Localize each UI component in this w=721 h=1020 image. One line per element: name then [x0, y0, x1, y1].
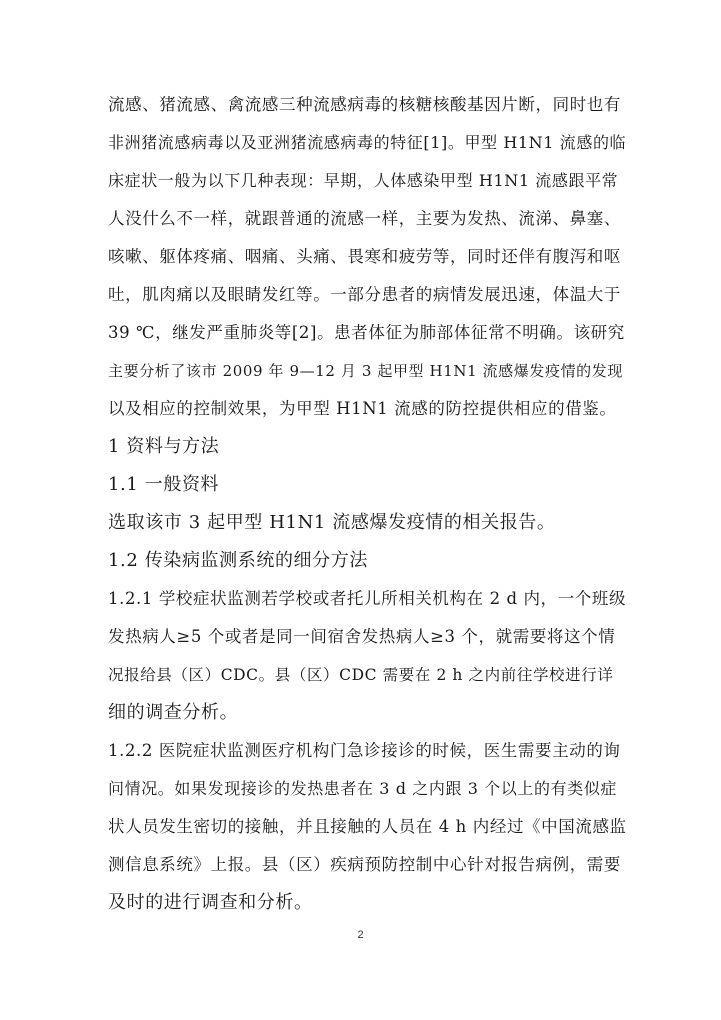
text-line: 细的调查分析。	[108, 702, 239, 723]
text-line: 以及相应的控制效果，为甲型 H1N1 流感的防控提供相应的借鉴。	[108, 399, 617, 418]
subsection-heading: 1.1 一般资料	[108, 474, 220, 495]
text-line: 39 ℃，继发严重肺炎等[2]。患者体征为肺部体征常不明确。该研究	[108, 323, 625, 342]
text-line: 状人员发生密切的接触，并且接触的人员在 4 h 内经过《中国流感监	[108, 817, 627, 836]
text-line: 选取该市 3 起甲型 H1N1 流感爆发疫情的相关报告。	[108, 512, 556, 533]
text-line: 问情况。如果发现接诊的发热患者在 3 d 之内跟 3 个以上的有类似症	[108, 779, 618, 798]
text-line: 人没什么不一样，就跟普通的流感一样，主要为发热、流涕、鼻塞、	[108, 209, 621, 228]
text-line: 发热病人≥5 个或者是同一间宿舍发热病人≥3 个，就需要将这个情	[108, 627, 616, 646]
subsection-heading: 1.2 传染病监测系统的细分方法	[108, 550, 368, 571]
text-line: 主要分析了该市 2009 年 9—12 月 3 起甲型 H1N1 流感爆发疫情的发现	[108, 362, 623, 380]
page-number: 2	[357, 929, 364, 941]
section-heading: 1 资料与方法	[108, 436, 220, 457]
text-line: 床症状一般为以下几种表现：早期，人体感染甲型 H1N1 流感跟平常	[108, 171, 619, 190]
text-line: 1.2.1 学校症状监测若学校或者托儿所相关机构在 2 d 内，一个班级	[108, 589, 627, 608]
text-line: 况报给县（区）CDC。县（区）CDC 需要在 2 h 之内前往学校进行详	[108, 666, 614, 684]
text-line: 咳嗽、躯体疼痛、咽痛、头痛、畏寒和疲劳等，同时还伴有腹泻和呕	[108, 247, 621, 266]
text-line: 吐，肌肉痛以及眼睛发红等。一部分患者的病情发展迅速，体温大于	[108, 285, 621, 304]
text-line: 1.2.2 医院症状监测医疗机构门急诊接诊的时候，医生需要主动的询	[108, 741, 621, 760]
text-line: 流感、猪流感、禽流感三种流感病毒的核糖核酸基因片断，同时也有	[108, 95, 621, 114]
text-line: 测信息系统》上报。县（区）疾病预防控制中心针对报告病例，需要	[108, 855, 621, 874]
text-line: 及时的进行调查和分析。	[108, 892, 313, 913]
text-line: 非洲猪流感病毒以及亚洲猪流感病毒的特征[1]。甲型 H1N1 流感的临	[108, 133, 627, 152]
